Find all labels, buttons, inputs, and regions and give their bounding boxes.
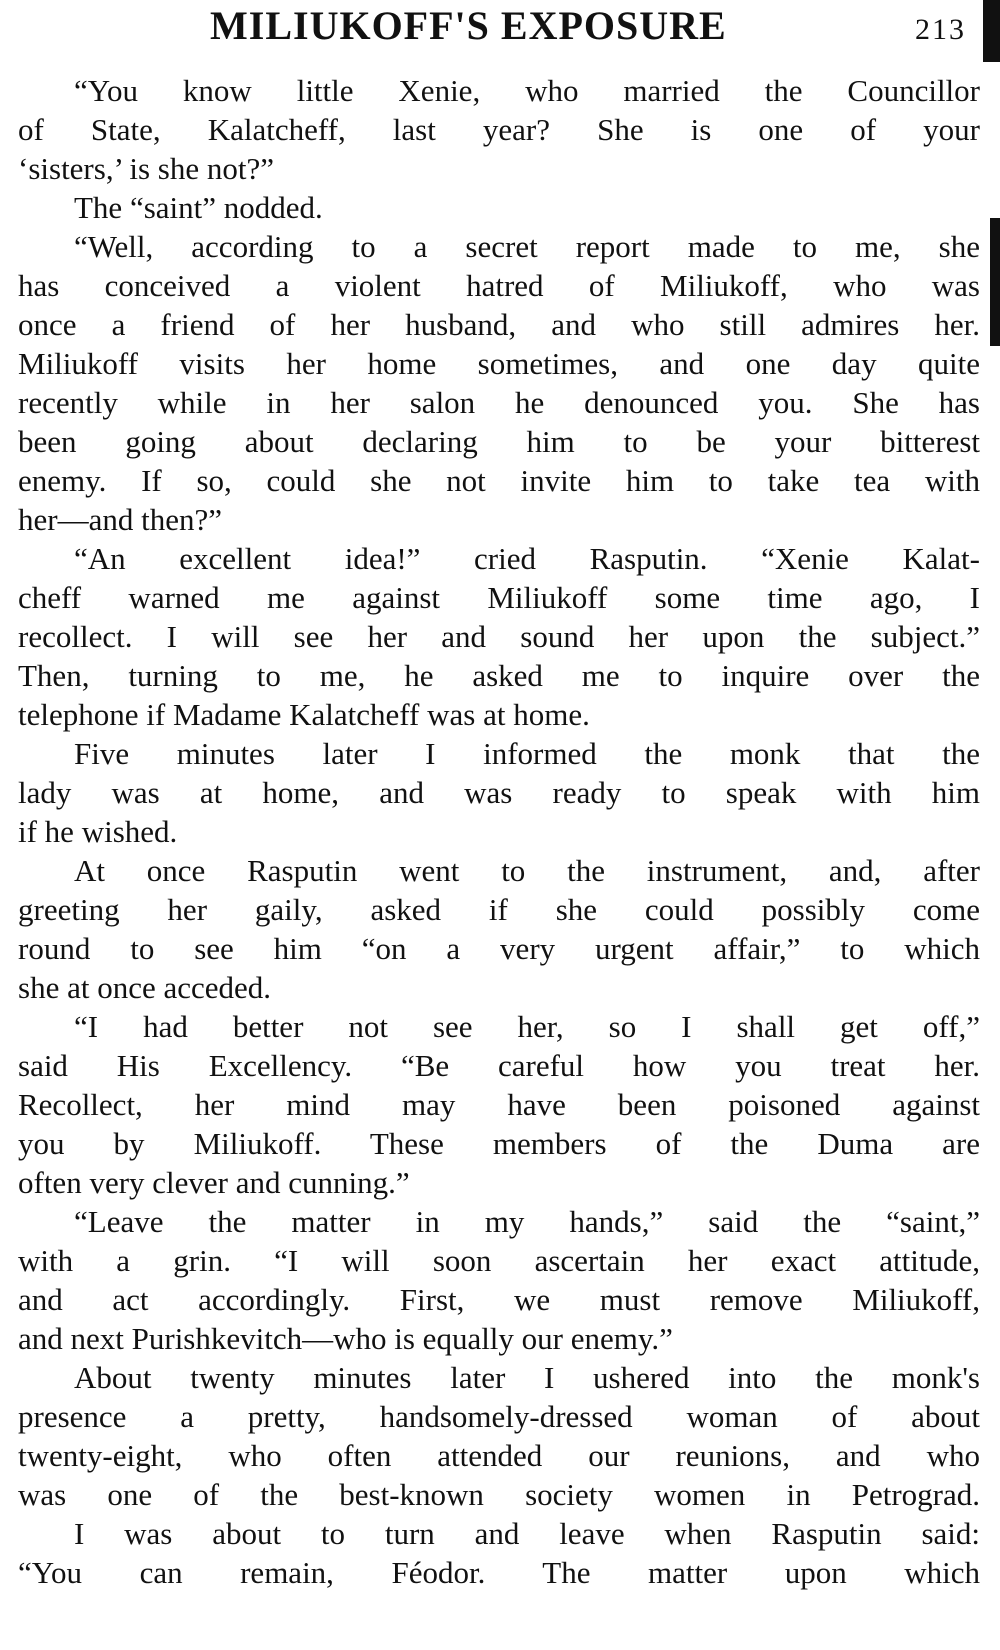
text-line: Five minutes later I informed the monk that the	[74, 736, 980, 771]
text-line: Then, turning to me, he asked me to inquire over the	[18, 658, 980, 693]
text-line: often very clever and cunning.”	[18, 1165, 410, 1200]
text-line: telephone if Madame Kalatcheff was at home.	[18, 697, 590, 732]
text-line: twenty-eight, who often attended our reunions, and who	[18, 1438, 980, 1473]
text-line: At once Rasputin went to the instrument, and, after	[74, 853, 980, 888]
page-number: 213	[915, 13, 966, 46]
text-line: lady was at home, and was ready to speak with him	[18, 775, 980, 810]
text-line: greeting her gaily, asked if she could possibly come	[18, 892, 980, 927]
text-line: round to see him “on a very urgent affair,” to which	[18, 931, 980, 966]
body-text	[18, 71, 980, 1592]
text-line: “I had better not see her, so I shall get off,”	[74, 1009, 980, 1044]
text-line: “Well, according to a secret report made to me, she	[74, 229, 980, 264]
text-line: The “saint” nodded.	[74, 190, 323, 225]
text-line: I was about to turn and leave when Rasputin said:	[74, 1516, 980, 1551]
text-line: of State, Kalatcheff, last year? She is one of your	[18, 112, 980, 147]
text-line: ‘sisters,’ is she not?”	[18, 151, 274, 186]
text-line: was one of the best-known society women in Petrograd.	[18, 1477, 980, 1512]
text-line: Miliukoff visits her home sometimes, and one day quite	[18, 346, 980, 381]
text-line: recollect. I will see her and sound her upon the subject.”	[18, 619, 980, 654]
scan-edge-mark-middle	[990, 218, 1000, 346]
text-line: “You know little Xenie, who married the Councillor	[74, 73, 980, 108]
text-line: and act accordingly. First, we must remove Miliukoff,	[18, 1282, 980, 1317]
text-line: and next Purishkevitch—who is equally our enemy.”	[18, 1321, 673, 1356]
text-line: you by Miliukoff. These members of the Duma are	[18, 1126, 980, 1161]
running-head	[0, 0, 1000, 54]
text-line: “You can remain, Féodor. The matter upon which	[18, 1555, 980, 1590]
text-line: presence a pretty, handsomely-dressed woman of about	[18, 1399, 980, 1434]
text-line: “An excellent idea!” cried Rasputin. “Xenie Kalat-	[74, 541, 980, 576]
running-head-title: MILIUKOFF'S EXPOSURE	[210, 3, 727, 48]
text-line: once a friend of her husband, and who still admires her.	[18, 307, 980, 342]
text-line: if he wished.	[18, 814, 178, 849]
text-line: cheff warned me against Miliukoff some time ago, I	[18, 580, 980, 615]
scan-edge-mark-top	[983, 0, 1000, 62]
text-line: has conceived a violent hatred of Miliukoff, who was	[18, 268, 980, 303]
text-line: her—and then?”	[18, 502, 222, 537]
text-line: Recollect, her mind may have been poisoned against	[18, 1087, 980, 1122]
text-line: said His Excellency. “Be careful how you treat her.	[18, 1048, 980, 1083]
text-line: enemy. If so, could she not invite him to take tea with	[18, 463, 980, 498]
text-line: with a grin. “I will soon ascertain her exact attitude,	[18, 1243, 980, 1278]
text-line: she at once acceded.	[18, 970, 272, 1005]
text-line: been going about declaring him to be your bitterest	[18, 424, 980, 459]
text-line: About twenty minutes later I ushered into the monk's	[74, 1360, 980, 1395]
text-line: recently while in her salon he denounced you. She has	[18, 385, 980, 420]
text-line: “Leave the matter in my hands,” said the “saint,”	[74, 1204, 980, 1239]
